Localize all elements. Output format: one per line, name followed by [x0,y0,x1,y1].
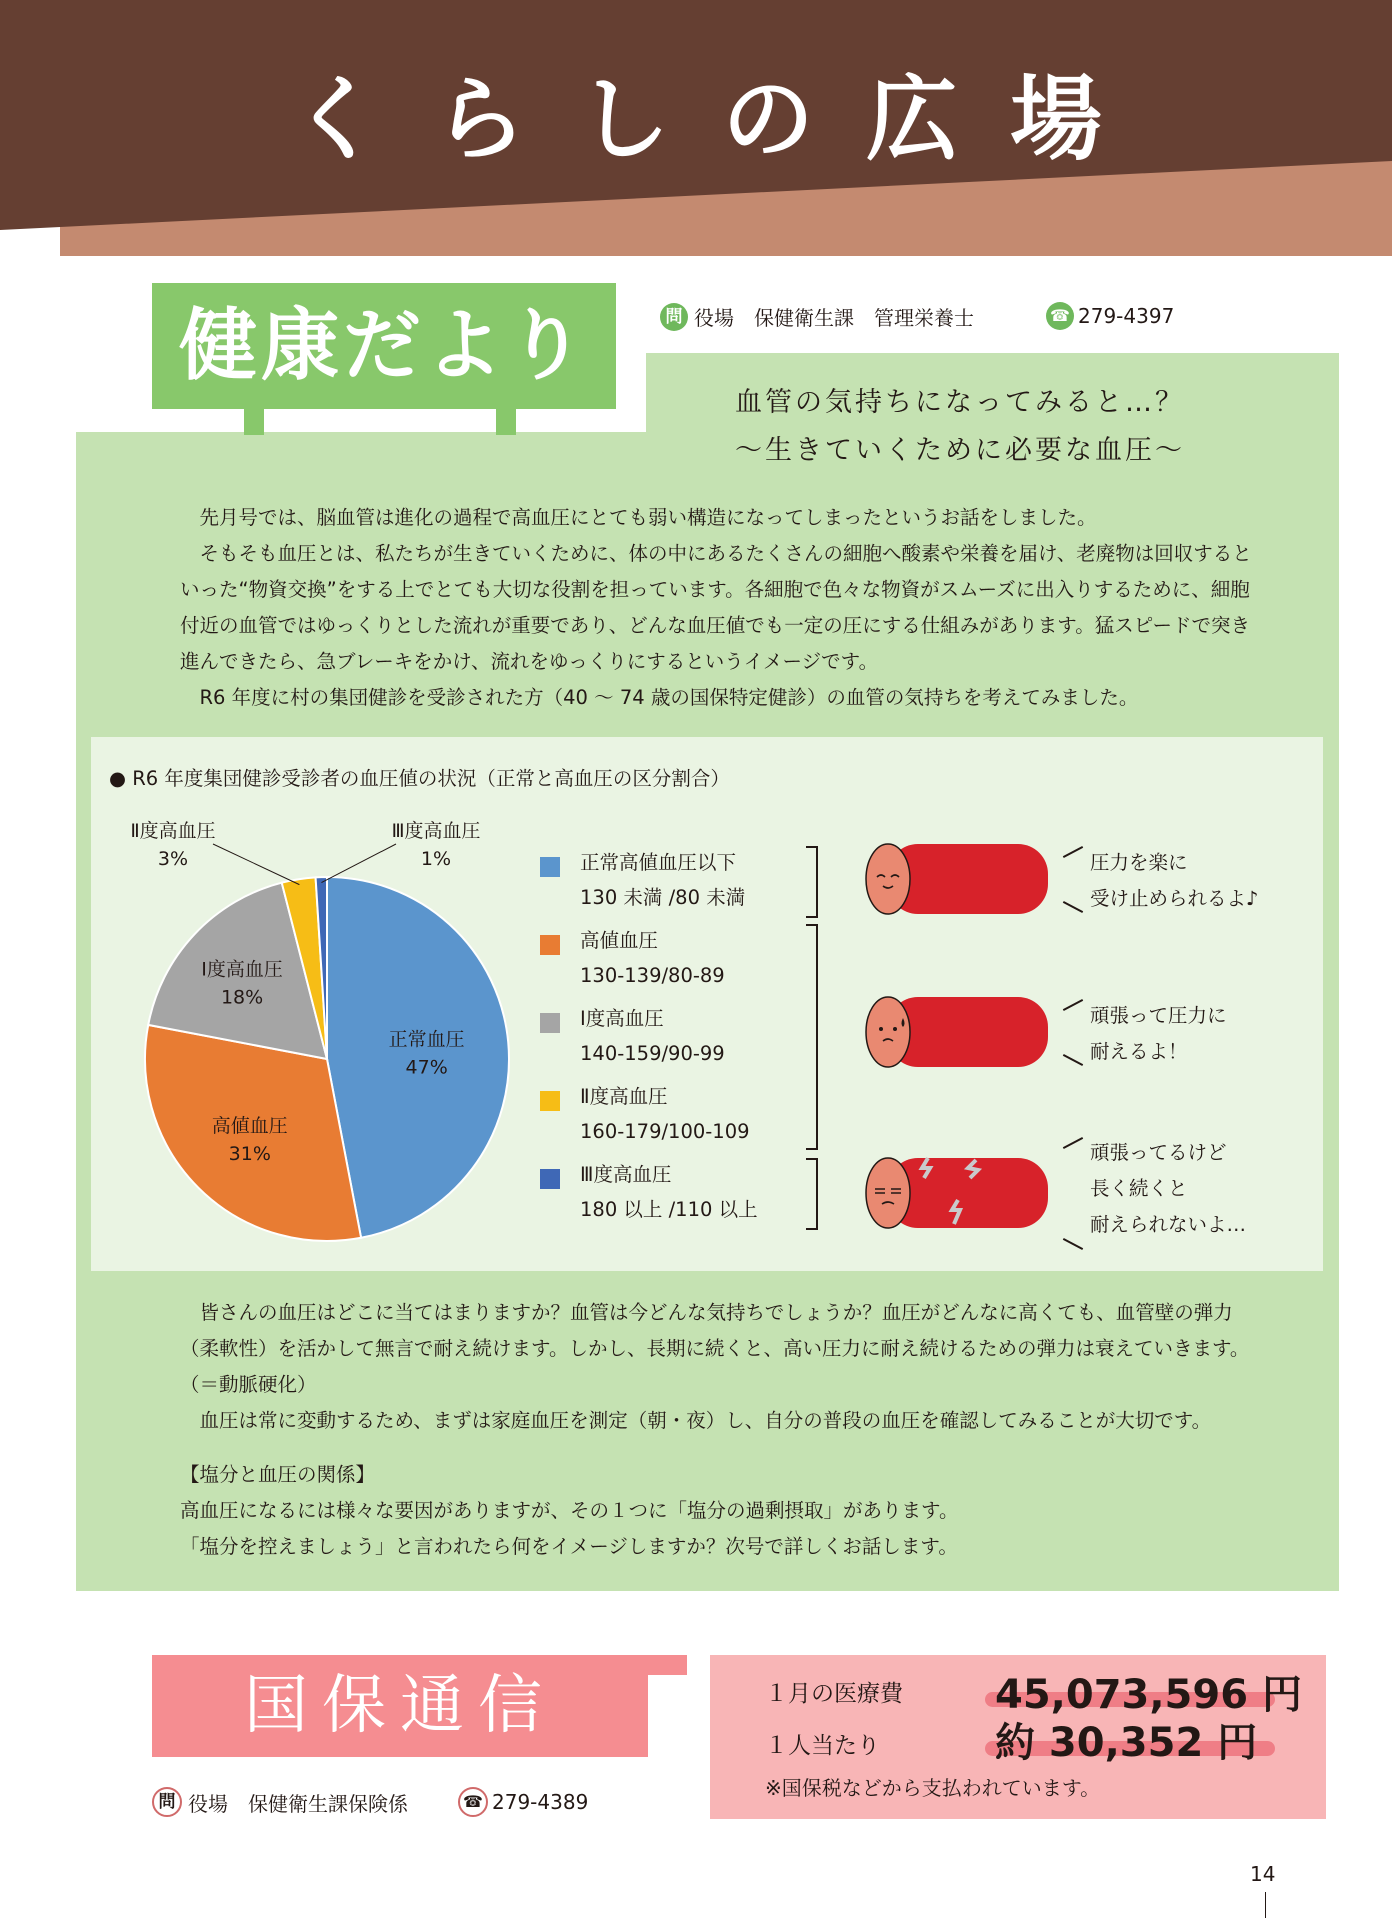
page-number-rule [1265,1892,1266,1918]
health-contact [660,302,974,331]
kokuho-contact [152,1787,408,1817]
vessel-message-line: 頑張ってるけど [1090,1141,1227,1164]
health-paragraph: そもそも血圧とは、私たちが生きていくために、体の中にあるたくさんの細胞へ酸素や栄養を届け、老廃物は回収するといった“物資交換”をする上でとても大切な役割を担っています。各細胞で色々な物資がスムーズに出入りするために、細胞付近の血管ではゆっくりとした流れが重要であり、どんな血圧値でも一定の圧にする仕組みがあります。猛スピードで突き進んできたら、急ブレーキをかけ、流れをゆっくりにするというイメージです。 [180,542,1252,673]
kokuho-title: 国保通信 [244,1669,556,1743]
bracket-severe [806,1158,818,1230]
legend-name: Ⅰ度高血圧 [580,1007,664,1030]
legend-item [540,1157,758,1227]
vessel-message-line: 頑張って圧力に [1090,1004,1227,1027]
pie-value-label: 31% [228,1143,271,1166]
leader-line [213,844,299,885]
health-intro [180,500,1260,716]
vessel-illustrations [858,840,1058,1240]
pie-value-label: 47% [405,1056,448,1079]
health-paragraph: R6 年度に村の集団健診を受診された方（40 ～ 74 歳の国保特定健診）の血管の気持ちを考えてみました。 [199,686,1139,709]
health-paragraph: 先月号では、脳血管は進化の過程で高血圧にとても弱い構造になってしまったというお話をしました。 [199,506,1097,529]
telephone-icon: ☎ [1046,302,1074,330]
kokuho-tel-number: 279-4389 [492,1790,589,1814]
legend-range: 180 以上 /110 以上 [580,1198,758,1221]
per-person-value: 約 30,352 円 [995,1720,1258,1766]
legend-item [540,845,745,915]
salt-line: 高血圧になるには様々な要因がありますが、その１つに「塩分の過剰摂取」があります。 [180,1499,959,1522]
legend-range: 130 未満 /80 未満 [580,886,746,909]
health-subtitle-2: ～生きていくために必要な血圧～ [735,435,1185,466]
vessel-message-line: 受け止められるよ♪ [1090,887,1259,910]
pie-category-label: Ⅰ度高血圧 [201,958,283,981]
pie-value-label: 1% [420,848,452,870]
pie-category-label: 正常血圧 [388,1028,465,1051]
medical-cost-value: 45,073,596 円 [995,1672,1302,1718]
vessel-message-1 [1090,845,1258,917]
legend-name: 高値血圧 [580,929,659,952]
legend-item [540,1079,750,1149]
bracket-normal [806,846,818,918]
medical-cost-label: １月の医療費 [765,1681,903,1707]
sign-post-left [244,409,264,435]
vessel-message-line: 圧力を楽に [1090,851,1188,874]
health-paragraph: 皆さんの血圧はどこに当てはまりますか？血管は今どんな気持ちでしょうか？血圧がどんなに高くても、血管壁の弾力（柔軟性）を活かして無言で耐え続けます。しかし、長期に続くと、高い圧力に耐え続けるための弾力は衰えていきます。（＝動脈硬化） [180,1301,1250,1396]
pie-category-label: Ⅱ度高血圧 [130,820,216,842]
salt-line: 「塩分を控えましょう」と言われたら何をイメージしますか？次号で詳しくお話します。 [180,1535,958,1558]
pie-category-label: 高値血圧 [211,1115,288,1138]
legend-range: 140-159/90-99 [580,1042,725,1065]
legend-item [540,923,725,993]
page-number: 14 [1250,1862,1276,1886]
page-title: くらしの広場 [289,66,1154,173]
health-title: 健康だより [178,301,589,391]
telephone-icon: ☎ [458,1787,488,1817]
salt-section [180,1457,1260,1565]
legend-name: Ⅱ度高血圧 [580,1085,668,1108]
kokuho-contact-department: 役場 保健衛生課保険係 [188,1791,408,1816]
pie-value-label: 18% [220,986,264,1009]
vessel-message-2 [1090,998,1227,1070]
legend-swatch [540,935,560,955]
legend-swatch [540,1013,560,1033]
kokuho-note: ※国保税などから支払われています。 [765,1776,1101,1800]
vessel-message-line: 耐えられないよ… [1090,1213,1247,1236]
vessel-message-line: 耐えるよ！ [1090,1040,1188,1063]
question-mark-icon: 問 [152,1787,182,1817]
health-subtitle-1: 血管の気持ちになってみると…？ [735,387,1185,418]
health-contact-tel [1046,302,1174,330]
legend-range: 130-139/80-89 [580,964,725,987]
pie-chart [91,737,531,1271]
legend-item [540,1001,725,1071]
health-tel-number: 279-4397 [1078,304,1175,328]
vessel-message-3 [1090,1135,1246,1243]
per-person-label: １人当たり [765,1733,880,1759]
vessel-cracked [866,1158,1048,1228]
legend-swatch [540,857,560,877]
health-contact-department: 役場 保健衛生課 管理栄養士 [694,306,974,330]
health-conclusion [180,1295,1260,1439]
health-paragraph: 血圧は常に変動するため、まずは家庭血圧を測定（朝・夜）し、自分の普段の血圧を確認してみることが大切です。 [199,1409,1212,1432]
kokuho-info-panel [710,1655,1326,1819]
vessel-message-line: 長く続くと [1090,1177,1188,1200]
kokuho-contact-tel [458,1787,588,1817]
pie-category-label: Ⅲ度高血圧 [391,820,481,842]
legend-name: Ⅲ度高血圧 [580,1163,672,1186]
legend-name: 正常高値血圧以下 [580,851,737,874]
legend-swatch [540,1091,560,1111]
chart-caption: ● R6 年度集団健診受診者の血圧値の状況（正常と高血圧の区分割合） [109,767,730,790]
salt-heading: 【塩分と血圧の関係】 [180,1463,376,1486]
leader-line [321,844,396,883]
vessel-worried [866,997,1048,1067]
legend-swatch [540,1169,560,1189]
question-mark-icon: 問 [660,303,688,331]
pie-value-label: 3% [157,848,189,870]
bracket-moderate [806,924,818,1150]
vessel-happy [866,844,1048,914]
legend-range: 160-179/100-109 [580,1120,750,1143]
sign-post-right [496,409,516,435]
